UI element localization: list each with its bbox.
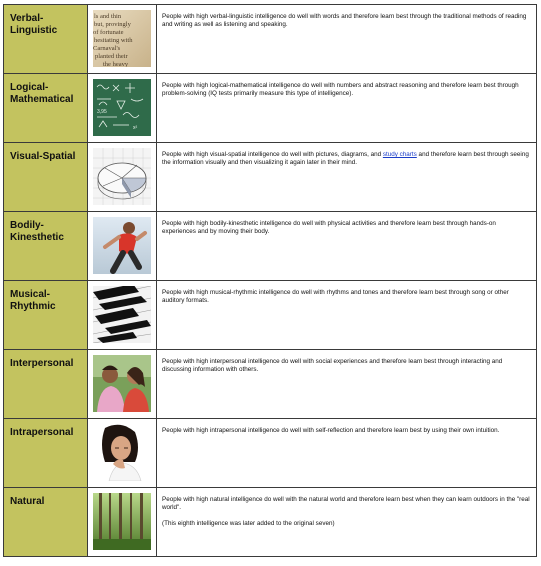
thinking-woman-image: [93, 424, 151, 481]
table-row: [4, 281, 537, 350]
image-cell: [88, 143, 157, 212]
description-cell: [157, 212, 537, 281]
row-label-cell: [4, 212, 88, 281]
table-row: [4, 143, 537, 212]
label-line-1: Verbal-: [10, 13, 44, 24]
image-cell: [88, 212, 157, 281]
svg-text:Carnaval's: Carnaval's: [93, 45, 121, 52]
svg-text:but, provingly: but, provingly: [94, 21, 131, 28]
intelligence-name: [4, 5, 87, 37]
description-text: People with high logical-mathematical intelligence do well with numbers and abstract reasoning and therefore learn best through problem-solving (IQ tests primarily measure this type of intelligence).: [162, 82, 519, 97]
description-text: People with high bodily-kinesthetic intelligence do well with physical activities and therefore learn best through hands-on experiences and by moving their body.: [162, 220, 496, 235]
row-label-cell: [4, 143, 88, 212]
table-row: [4, 350, 537, 419]
description-cell: [157, 419, 537, 488]
pie-chart-image: [93, 148, 151, 205]
description-text: [157, 488, 536, 528]
description-cell: [157, 143, 537, 212]
label-line-2: Linguistic: [10, 25, 58, 36]
description-cell: [157, 488, 537, 557]
image-cell: [88, 74, 157, 143]
svg-text:hesitating with: hesitating with: [94, 37, 133, 44]
description-cell: [157, 350, 537, 419]
description-cell: [157, 281, 537, 350]
intelligence-name: [4, 419, 87, 439]
intelligence-name: [4, 350, 87, 370]
row-label-cell: [4, 5, 88, 74]
label-line-1: Natural: [10, 496, 45, 507]
row-label-cell: [4, 74, 88, 143]
description-part-2: and therefore learn best through seeing the information visually and then visualizing it again later in their mind.: [162, 151, 529, 166]
intelligence-name: [4, 488, 87, 508]
piano-keys-image: [93, 286, 151, 343]
intelligence-name: [4, 281, 87, 313]
description-text: People with high musical-rhythmic intelligence do well with rhythms and tones and therefore learn best through song or other auditory formats.: [162, 289, 509, 304]
description-note: (This eighth intelligence was later added to the original seven): [162, 520, 335, 527]
svg-text:planted their: planted their: [95, 53, 128, 60]
table-row: [4, 5, 537, 74]
two-people-image: [93, 355, 151, 412]
description-text: People with high intrapersonal intelligence do well with self-reflection and therefore learn best by using their own intuition.: [162, 427, 500, 434]
label-line-2: Kinesthetic: [10, 232, 64, 243]
image-cell: [88, 350, 157, 419]
intelligences-table: [3, 4, 537, 557]
label-line-1: Visual-Spatial: [10, 151, 76, 162]
image-cell: [88, 5, 157, 74]
label-line-2: Rhythmic: [10, 301, 56, 312]
image-cell: [88, 419, 157, 488]
description-cell: [157, 74, 537, 143]
description-main: People with high natural intelligence do well with the natural world and therefore learn best when they can learn outdoors in the "real world".: [162, 496, 530, 511]
svg-text:ls and thin: ls and thin: [94, 13, 122, 20]
table-row: [4, 419, 537, 488]
svg-text:of fortunate: of fortunate: [93, 29, 124, 36]
label-line-1: Logical-: [10, 82, 49, 93]
svg-text:x²: x²: [133, 125, 138, 131]
image-cell: [88, 281, 157, 350]
study-charts-link[interactable]: study charts: [382, 151, 417, 158]
row-label-cell: [4, 281, 88, 350]
row-label-cell: [4, 350, 88, 419]
table-row: [4, 74, 537, 143]
forest-image: [93, 493, 151, 550]
table-row: [4, 212, 537, 281]
description-cell: [157, 5, 537, 74]
chalkboard-image: [93, 79, 151, 136]
image-cell: [88, 488, 157, 557]
intelligence-name: [4, 74, 87, 106]
description-text: [157, 143, 536, 167]
svg-text:3,95: 3,95: [97, 109, 107, 115]
row-label-cell: [4, 419, 88, 488]
label-line-1: Musical-: [10, 289, 51, 300]
row-label-cell: [4, 488, 88, 557]
label-line-1: Intrapersonal: [10, 427, 74, 438]
label-line-1: Interpersonal: [10, 358, 74, 369]
description-part-1: People with high visual-spatial intelligence do well with pictures, diagrams, and: [162, 151, 383, 158]
runner-image: [93, 217, 151, 274]
svg-text:the heavy: the heavy: [103, 61, 129, 67]
description-text: People with high verbal-linguistic intelligence do well with words and therefore learn best through the traditional methods of reading and writing as well as listening and speaking.: [162, 13, 527, 28]
intelligence-name: [4, 143, 87, 163]
intelligence-name: [4, 212, 87, 244]
label-line-2: Mathematical: [10, 94, 74, 105]
label-line-1: Bodily-: [10, 220, 44, 231]
description-text: People with high interpersonal intelligence do well with social experiences and therefore learn best through interacting and discussing information with others.: [162, 358, 503, 373]
table-row: [4, 488, 537, 557]
book-text-image: [93, 10, 151, 67]
